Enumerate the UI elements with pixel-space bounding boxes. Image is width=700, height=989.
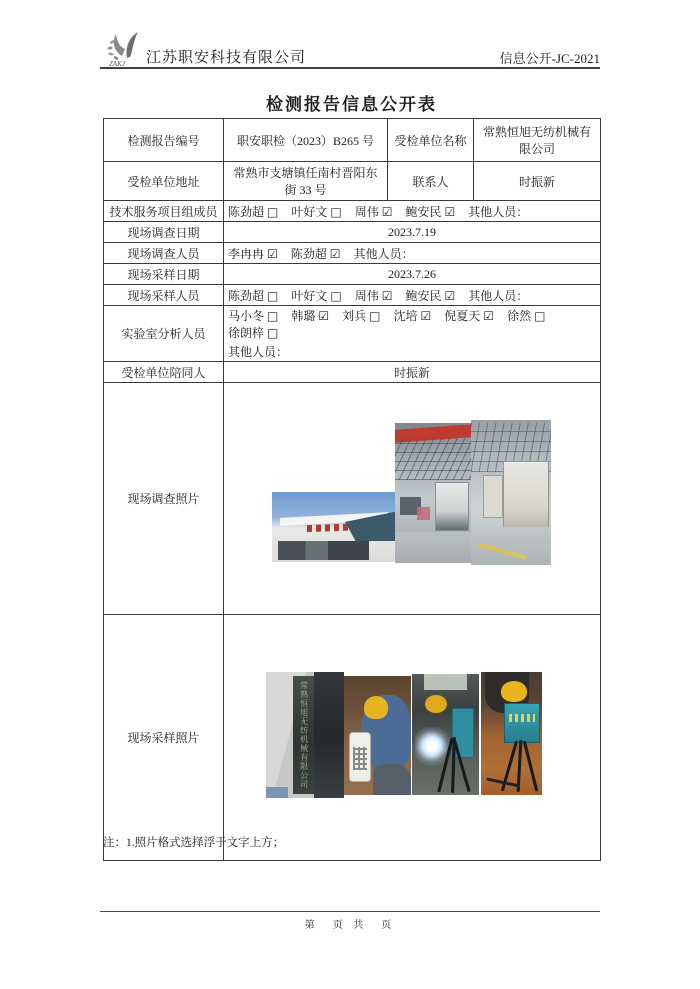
table-row	[104, 119, 601, 162]
tripod-leg	[451, 737, 456, 793]
member-name: 徐然	[507, 309, 532, 323]
member-checkbox	[291, 287, 341, 304]
disclosure-form-table	[103, 118, 601, 861]
safety-helmet	[425, 695, 446, 713]
checkbox-glyph[interactable]: ☑	[329, 246, 341, 261]
machine-block	[483, 475, 503, 518]
checkbox-glyph[interactable]: □	[267, 326, 279, 340]
member-name: 鲍安民	[405, 288, 442, 303]
checkbox-glyph[interactable]: □	[267, 288, 279, 303]
meter-keypad	[353, 747, 368, 770]
survey-photo-workshop-1	[395, 423, 472, 563]
safety-helmet	[364, 696, 388, 719]
sampling-photos-label: 现场采样照片	[104, 615, 224, 861]
company-plaque	[293, 676, 315, 794]
member-name: 周伟	[354, 204, 379, 219]
contact-label: 联系人	[388, 162, 474, 201]
table-row	[104, 383, 601, 615]
sampling-photo-welding	[412, 674, 479, 795]
checkbox-glyph[interactable]: □	[534, 309, 546, 323]
other-personnel-label: 其他人员：	[353, 246, 414, 261]
table-row	[104, 162, 601, 201]
lab-analysts-cell	[224, 306, 601, 362]
checkbox-glyph[interactable]: ☑	[444, 288, 456, 303]
member-checkbox	[355, 287, 393, 304]
member-checkbox	[444, 307, 494, 324]
survey-photos-cell	[224, 383, 601, 615]
member-name: 陈劲超	[228, 288, 265, 303]
machine-block	[503, 461, 550, 530]
member-checkbox	[228, 203, 278, 220]
unit-name-value: 常熟恒旭无纺机械有限公司	[474, 119, 601, 162]
survey-staff-label: 现场调查人员	[104, 243, 224, 264]
window-light	[424, 674, 467, 690]
checkbox-glyph[interactable]: ☑	[381, 288, 393, 303]
survey-photos-label: 现场调查照片	[104, 383, 224, 615]
survey-date-label: 现场调查日期	[104, 222, 224, 243]
member-checkbox	[291, 307, 329, 324]
material-roll	[417, 507, 431, 520]
checkbox-glyph[interactable]: □	[267, 309, 279, 323]
member-checkbox	[342, 307, 380, 324]
sampling-photo-handheld	[344, 676, 411, 795]
survey-photo-workshop-2	[471, 420, 551, 565]
survey-staff-cell	[224, 243, 601, 264]
table-row	[104, 222, 601, 243]
member-checkbox	[406, 203, 456, 220]
checkbox-glyph[interactable]: ☑	[420, 309, 432, 323]
worker-figure	[373, 764, 411, 795]
sampling-staff-cell	[224, 285, 601, 306]
report-no-value: 职安职检（2023）B265 号	[224, 119, 388, 162]
page-number: 第 页 共 页	[304, 920, 396, 931]
doc-code: 信息公开-JC-2021	[499, 51, 600, 66]
member-checkbox	[406, 287, 456, 304]
sampling-photo-tripod	[481, 672, 542, 795]
member-name: 沈培	[393, 309, 418, 323]
safety-helmet	[501, 681, 528, 702]
other-personnel-label: 其他人员：	[468, 288, 529, 303]
member-checkbox	[394, 307, 432, 324]
plaque-vertical-text: 常熟恒旭无纺机械有限公司	[299, 680, 309, 789]
sampling-date-value: 2023.7.26	[224, 264, 601, 285]
checkbox-glyph[interactable]: ☑	[444, 204, 456, 219]
member-name: 鲍安民	[405, 204, 442, 219]
building-windows	[278, 541, 369, 560]
member-name: 陈劲超	[290, 246, 327, 261]
footer-divider	[100, 911, 600, 912]
page-header	[100, 28, 600, 68]
report-no-label: 检测报告编号	[104, 119, 224, 162]
member-name: 周伟	[354, 288, 379, 303]
logo-text: ZAKJ	[109, 60, 125, 68]
member-name: 刘兵	[342, 309, 367, 323]
page-title: 检测报告信息公开表	[266, 95, 437, 114]
checkbox-glyph[interactable]: □	[330, 204, 342, 219]
member-name: 李冉冉	[228, 246, 265, 261]
sampling-date-label: 现场采样日期	[104, 264, 224, 285]
unit-address-label: 受检单位地址	[104, 162, 224, 201]
roof-truss	[395, 438, 472, 480]
member-name: 叶好文	[291, 204, 328, 219]
survey-date-value: 2023.7.19	[224, 222, 601, 243]
company-logo-icon	[102, 28, 144, 68]
escort-label: 受检单位陪同人	[104, 362, 224, 383]
sampling-photo-sign	[266, 672, 344, 798]
footnote: 注：1.照片格式选择浮于文字上方；	[103, 837, 285, 849]
table-row	[104, 362, 601, 383]
unit-name-label: 受检单位名称	[388, 119, 474, 162]
instrument-label	[509, 714, 535, 722]
unit-address-value: 常熟市支塘镇任南村晋阳东街 33 号	[224, 162, 388, 201]
lab-analysts-label: 实验室分析人员	[104, 306, 224, 362]
table-row	[104, 615, 601, 861]
door-window	[314, 672, 344, 798]
member-name: 陈劲超	[228, 204, 265, 219]
tripod-leg	[522, 740, 537, 791]
member-checkbox	[228, 287, 278, 304]
checkbox-glyph[interactable]: ☑	[318, 309, 330, 323]
handheld-meter	[349, 732, 372, 782]
machine-block	[435, 482, 469, 532]
member-checkbox	[228, 245, 278, 262]
checkbox-glyph[interactable]: □	[369, 309, 381, 323]
table-row	[104, 306, 601, 362]
checkbox-glyph[interactable]: □	[267, 204, 279, 219]
member-checkbox	[291, 245, 341, 262]
checkbox-glyph[interactable]: ☑	[483, 309, 495, 323]
member-name: 韩璐	[291, 309, 316, 323]
checkbox-glyph[interactable]: ☑	[267, 246, 278, 261]
member-checkbox	[228, 307, 278, 324]
team-members-cell	[224, 201, 601, 222]
workshop-floor	[395, 532, 472, 563]
table-row	[104, 285, 601, 306]
other-personnel-label: 其他人员：	[228, 345, 289, 359]
table-row	[104, 201, 601, 222]
member-name: 叶好文	[291, 288, 328, 303]
member-name: 徐朗梓	[228, 326, 265, 340]
company-name: 江苏职安科技有限公司	[146, 50, 307, 66]
other-personnel-label: 其他人员：	[468, 204, 529, 219]
checkbox-glyph[interactable]: ☑	[381, 204, 393, 219]
member-checkbox	[291, 203, 341, 220]
sampling-photos-cell	[224, 615, 601, 861]
doorstep	[266, 787, 288, 798]
sampler-instrument	[504, 703, 540, 743]
member-checkbox	[355, 203, 393, 220]
sampling-staff-label: 现场采样人员	[104, 285, 224, 306]
table-row	[104, 264, 601, 285]
table-row	[104, 243, 601, 264]
member-name: 倪夏天	[444, 309, 481, 323]
contact-value: 时振新	[474, 162, 601, 201]
escort-value: 时振新	[224, 362, 601, 383]
member-name: 马小冬	[228, 309, 265, 323]
survey-photo-building	[272, 492, 398, 562]
checkbox-glyph[interactable]: □	[330, 288, 342, 303]
member-checkbox	[228, 324, 278, 341]
member-checkbox	[507, 307, 545, 324]
header-divider	[100, 67, 600, 69]
team-label: 技术服务项目组成员	[104, 201, 224, 222]
